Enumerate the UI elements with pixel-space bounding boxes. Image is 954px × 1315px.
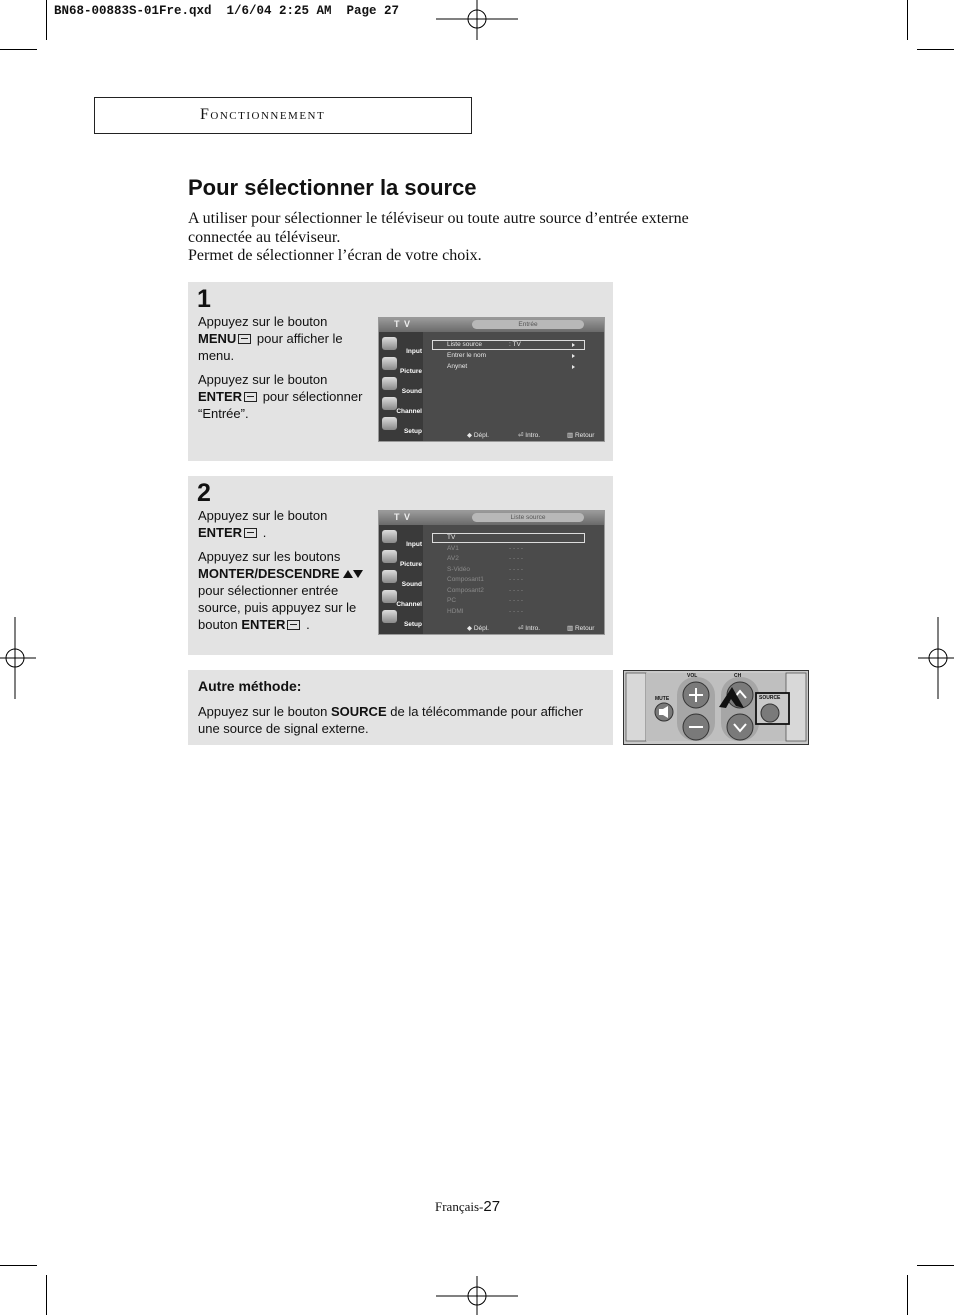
vol-label: VOL <box>687 673 698 679</box>
osd-input-item: Input <box>381 336 423 355</box>
osd-sidebar <box>379 332 423 441</box>
registration-mark-right <box>918 617 954 699</box>
channel-icon <box>382 590 397 603</box>
channel-icon <box>382 397 397 410</box>
step-2-p1-a: Appuyez sur le bouton <box>198 508 328 523</box>
enter-key: ENTER <box>198 525 243 540</box>
arrow-up-icon <box>343 570 353 578</box>
input-icon <box>382 530 397 543</box>
step-1-p1-b: pour afficher le menu. <box>198 331 343 363</box>
registration-mark-left <box>0 617 36 699</box>
osd-footer-enter: ⏎ Intro. <box>518 432 541 439</box>
osd-sound-item: Sound <box>381 376 423 395</box>
step-2-p2-b: pour sélectionner entrée source, puis appuyez sur le bouton <box>198 583 357 632</box>
ch-label: CH <box>734 673 742 679</box>
arrow-right-icon <box>572 354 575 358</box>
setup-icon <box>382 610 397 623</box>
osd-picture-item: Picture <box>381 549 423 568</box>
enter-icon <box>287 620 300 630</box>
osd-source-item: Composant1 <box>447 576 484 583</box>
input-icon <box>382 337 397 350</box>
enter-key: ENTER <box>198 389 243 404</box>
step-2-number: 2 <box>197 479 211 507</box>
osd-source-item: HDMI <box>447 607 464 615</box>
osd-item: Liste source <box>447 341 483 348</box>
osd-header: Liste source <box>472 513 584 522</box>
autre-methode-text: Appuyez sur le bouton SOURCE de la télécommande pour afficher une source de signal externe. <box>198 704 583 736</box>
sound-icon <box>382 570 397 583</box>
osd-item-value: : TV <box>509 341 521 348</box>
source-key: SOURCE <box>331 704 387 719</box>
osd-setup-item: Setup <box>381 416 423 435</box>
osd-source-item: AV1 <box>447 544 459 552</box>
arrow-right-icon <box>572 343 575 347</box>
step-2-p2-c: . <box>306 617 310 632</box>
osd-source-item: TV <box>447 534 456 541</box>
page-title: Pour sélectionner la source <box>188 175 477 200</box>
menu-key: MENU <box>198 331 237 346</box>
mute-label: MUTE <box>655 696 670 702</box>
enter-icon <box>244 392 257 402</box>
osd-input-item: Input <box>381 529 423 548</box>
up-down-key: MONTER/DESCENDRE <box>198 566 340 581</box>
step-2-p1-b: . <box>262 525 267 540</box>
step-1-p1-a: Appuyez sur le bouton <box>198 314 328 329</box>
step-2-instructions <box>198 507 373 640</box>
print-slug: BN68-00883S-01Fre.qxd 1/6/04 2:25 AM Page 27 <box>54 4 400 18</box>
step-1-number: 1 <box>197 285 211 313</box>
osd-sidebar <box>379 525 423 634</box>
osd-footer-return: ▥ Retour <box>567 625 595 632</box>
osd-picture-item: Picture <box>381 356 423 375</box>
registration-mark-top <box>436 0 518 40</box>
autre-methode-panel <box>188 670 613 745</box>
step-2-panel <box>188 476 613 655</box>
step-1-p2-b: pour sélectionner “Entrée”. <box>198 389 363 421</box>
picture-icon <box>382 550 397 563</box>
step-2-p2-a: Appuyez sur les boutons <box>198 549 341 564</box>
osd-footer-enter: ⏎ Intro. <box>518 625 541 632</box>
osd-item: Entrer le nom <box>447 352 487 359</box>
tv-menu-screenshot-1 <box>378 317 605 442</box>
setup-icon <box>382 417 397 430</box>
step-1-panel <box>188 282 613 461</box>
osd-setup-item: Setup <box>381 609 423 628</box>
intro-text <box>188 210 748 266</box>
page-number: Français-27 <box>435 1198 501 1215</box>
section-label: Fonctionnement <box>200 106 326 123</box>
intro-line-1: A utiliser pour sélectionner le téléviseur ou toute autre source d’entrée externe <box>188 210 689 227</box>
registration-mark-bottom <box>436 1276 518 1315</box>
tv-menu-screenshot-2: T V Liste source Input Picture Sound Channel Setup TV AV1 - - - - AV2 - - - - S-Vidéo - - - - Composant1 - - - - Composant2 - - - - PC - - - - HDMI - - - - ◆ Dépl. ⏎ Intro. ▥ Retour <box>378 510 605 635</box>
osd-tv-label: T V <box>394 512 412 522</box>
enter-key: ENTER <box>241 617 286 632</box>
osd-source-item: AV2 <box>447 555 459 562</box>
osd-item: Anynet <box>447 363 468 370</box>
source-label: SOURCE <box>759 695 781 701</box>
arrow-down-icon <box>353 570 363 578</box>
remote-buttons-graphic <box>624 671 807 743</box>
remote-control-illustration <box>623 670 809 745</box>
osd-source-item: PC <box>447 597 457 604</box>
osd-tv-label: T V <box>394 319 412 329</box>
arrow-right-icon <box>572 365 575 369</box>
osd-source-item: S-Vidéo <box>447 565 471 573</box>
osd-footer-move: ◆ Dépl. <box>467 432 489 439</box>
osd-source-item: Composant2 <box>447 586 484 594</box>
enter-icon <box>244 528 257 538</box>
sound-icon <box>382 377 397 390</box>
osd-channel-item: Channel <box>381 396 423 415</box>
osd-sound-item: Sound <box>381 569 423 588</box>
osd-footer-move: ◆ Dépl. <box>467 625 489 632</box>
step-1-p2-a: Appuyez sur le bouton <box>198 372 328 387</box>
autre-methode-title: Autre méthode: <box>198 678 302 694</box>
osd-header: Entrée <box>472 320 584 329</box>
step-1-instructions <box>198 313 373 429</box>
menu-icon <box>238 334 251 344</box>
intro-line-2: connectée au téléviseur. <box>188 228 341 246</box>
picture-icon <box>382 357 397 370</box>
intro-line-3: Permet de sélectionner l’écran de votre choix. <box>188 247 482 264</box>
osd-channel-item: Channel <box>381 589 423 608</box>
osd-footer-return: ▥ Retour <box>567 432 595 439</box>
